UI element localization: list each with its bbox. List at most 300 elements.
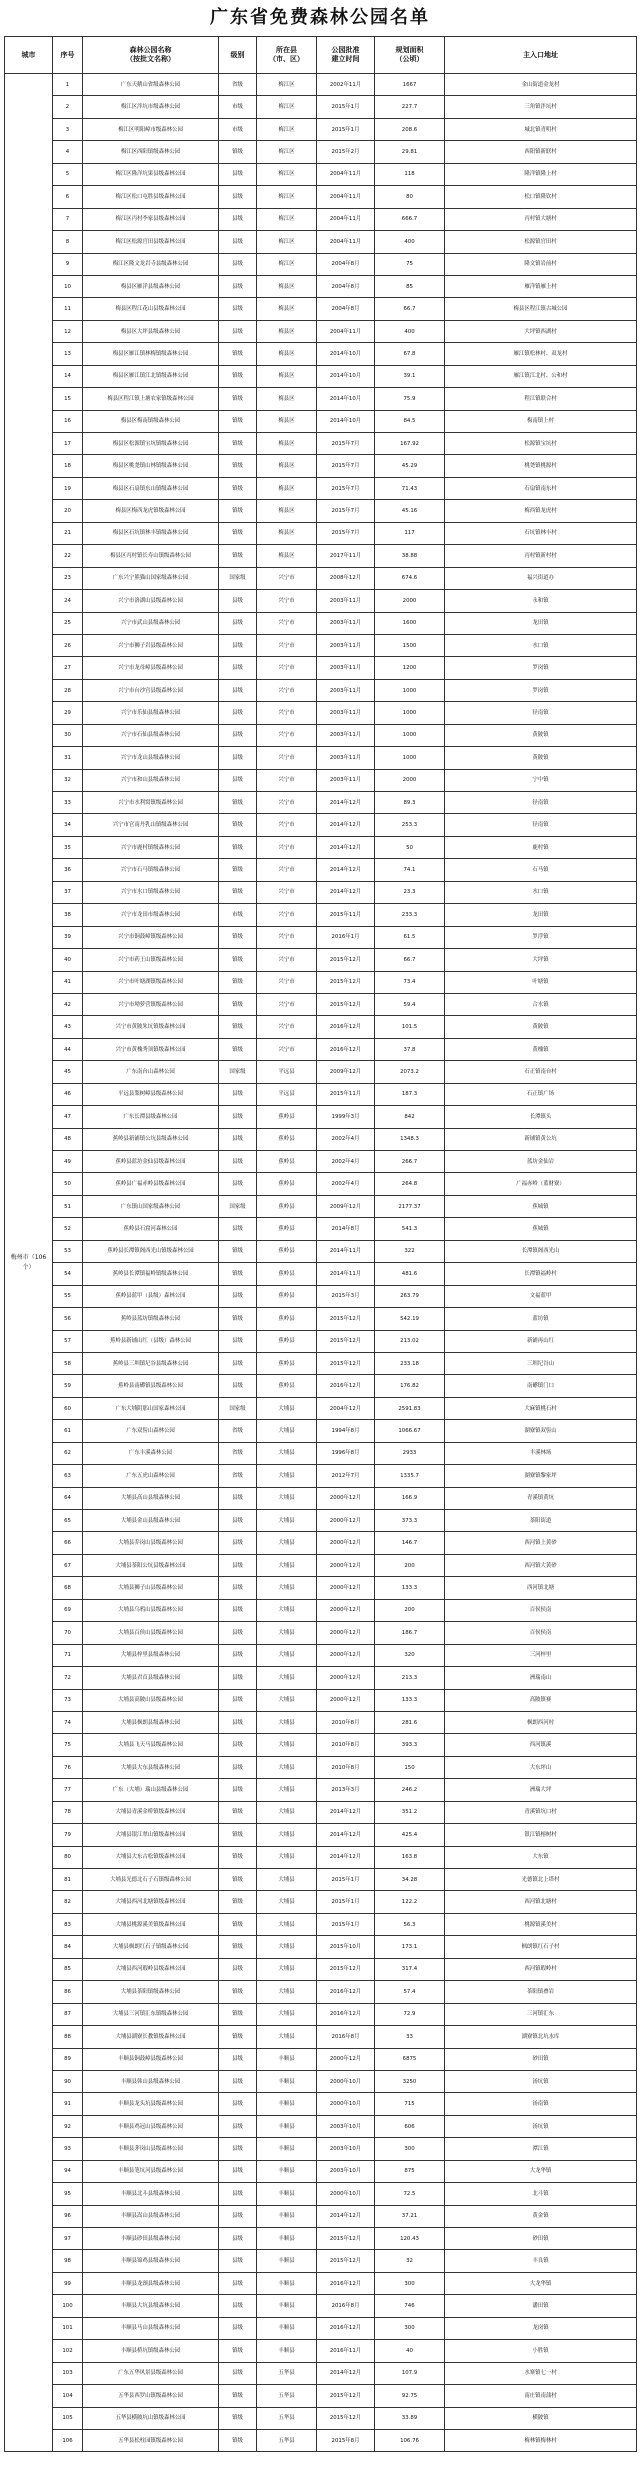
row-no: 46 <box>53 1083 83 1105</box>
row-area: 85 <box>375 275 445 297</box>
table-row <box>5 298 637 320</box>
row-level: 县级 <box>219 2160 257 2182</box>
table-row <box>5 926 637 948</box>
table-row <box>5 2340 637 2362</box>
row-county: 兴宁市 <box>257 747 317 769</box>
row-time: 2014年8月 <box>317 1218 375 1240</box>
row-time: 2015年12月 <box>317 2228 375 2250</box>
row-no: 5 <box>53 163 83 185</box>
table-row <box>5 1936 637 1958</box>
table-row <box>5 388 637 410</box>
row-addr: 径南镇 <box>445 814 637 836</box>
row-level: 县级 <box>219 1330 257 1352</box>
row-county: 大埔县 <box>257 1756 317 1778</box>
row-addr: 梅县区程江镇古城公园 <box>445 298 637 320</box>
table-row <box>5 2093 637 2115</box>
table-row <box>5 455 637 477</box>
row-time: 2016年12月 <box>317 1038 375 1060</box>
row-county: 大埔县 <box>257 1869 317 1891</box>
row-level: 县级 <box>219 2070 257 2092</box>
row-addr: 城北镇青明村 <box>445 118 637 140</box>
table-row <box>5 1308 637 1330</box>
row-county: 兴宁市 <box>257 1038 317 1060</box>
row-level: 镇级 <box>219 926 257 948</box>
row-time: 2014年12月 <box>317 814 375 836</box>
row-level: 县级 <box>219 1622 257 1644</box>
row-county: 丰顺县 <box>257 2048 317 2070</box>
row-name: 兴宁市药王山镇级森林公园 <box>83 949 219 971</box>
table-header-row <box>5 37 637 74</box>
row-time: 2003年10月 <box>317 2115 375 2137</box>
row-name: 梅江区丙村李家县级森林公园 <box>83 208 219 230</box>
row-area: 23.3 <box>375 881 445 903</box>
row-addr: 罗岗镇 <box>445 657 637 679</box>
row-time: 2000年12月 <box>317 1577 375 1599</box>
row-time: 2000年12月 <box>317 1532 375 1554</box>
table-row <box>5 1061 637 1083</box>
table-row <box>5 141 637 163</box>
row-addr: 石正镇广场 <box>445 1083 637 1105</box>
table-row <box>5 231 637 253</box>
row-name: 梅县区梅南镇级森林公园 <box>83 410 219 432</box>
row-time: 2004年12月 <box>317 1397 375 1419</box>
row-addr: 叶塘镇 <box>445 971 637 993</box>
row-level: 县级 <box>219 163 257 185</box>
row-addr: 茶阳街道 <box>445 1510 637 1532</box>
row-name: 广东丰溪森林公园 <box>83 1442 219 1464</box>
forest-park-table <box>4 36 637 2452</box>
row-name: 梅江区松源官田县级森林公园 <box>83 231 219 253</box>
row-name: 兴宁市官南丹乳山镇级森林公园 <box>83 814 219 836</box>
row-level: 县级 <box>219 2115 257 2137</box>
table-row <box>5 1577 637 1599</box>
table-row <box>5 74 637 96</box>
row-county: 大埔县 <box>257 1667 317 1689</box>
row-no: 66 <box>53 1532 83 1554</box>
row-county: 蕉岭县 <box>257 1195 317 1217</box>
row-addr: 丰良镇 <box>445 2250 637 2272</box>
row-area: 117 <box>375 522 445 544</box>
row-name: 兴宁市叶塘湖镇级森林公园 <box>83 971 219 993</box>
row-no: 101 <box>53 2317 83 2339</box>
table-row <box>5 612 637 634</box>
row-county: 兴宁市 <box>257 971 317 993</box>
row-time: 2014年12月 <box>317 881 375 903</box>
row-no: 73 <box>53 1689 83 1711</box>
row-area: 2073.2 <box>375 1061 445 1083</box>
row-addr: 洲瑞大坪 <box>445 1779 637 1801</box>
row-time: 2015年12月 <box>317 1308 375 1330</box>
header-city: 城市 <box>5 37 53 74</box>
row-no: 2 <box>53 96 83 118</box>
row-name: 大埔县西河北塘镇级森林公园 <box>83 1891 219 1913</box>
row-time: 2014年12月 <box>317 2362 375 2384</box>
row-level: 县级 <box>219 1173 257 1195</box>
row-name: 丰顺县马山县级森林公园 <box>83 2317 219 2339</box>
row-area: 33.89 <box>375 2407 445 2429</box>
row-time: 2003年11月 <box>317 679 375 701</box>
row-addr: 湖寮镇黎家坪 <box>445 1465 637 1487</box>
row-time: 2015年7月 <box>317 500 375 522</box>
table-row <box>5 1734 637 1756</box>
row-time: 2015年3月 <box>317 1285 375 1307</box>
row-addr: 梅西镇龙虎村 <box>445 500 637 522</box>
table-row <box>5 545 637 567</box>
row-no: 102 <box>53 2340 83 2362</box>
row-level: 县级 <box>219 1689 257 1711</box>
row-area: 400 <box>375 231 445 253</box>
row-county: 丰顺县 <box>257 2070 317 2092</box>
row-time: 1999年3月 <box>317 1106 375 1128</box>
table-row <box>5 1218 637 1240</box>
table-row <box>5 679 637 701</box>
row-county: 大埔县 <box>257 1891 317 1913</box>
row-time: 1996年8月 <box>317 1442 375 1464</box>
row-county: 兴宁市 <box>257 1016 317 1038</box>
row-county: 兴宁市 <box>257 679 317 701</box>
row-no: 55 <box>53 1285 83 1307</box>
row-time: 2015年12月 <box>317 949 375 971</box>
row-no: 89 <box>53 2048 83 2070</box>
row-addr: 横陂镇 <box>445 2407 637 2429</box>
row-time: 2000年12月 <box>317 1689 375 1711</box>
row-level: 镇级 <box>219 1913 257 1935</box>
row-time: 2014年12月 <box>317 792 375 814</box>
row-name: 梅县区雁洋县级森林公园 <box>83 275 219 297</box>
row-no: 99 <box>53 2272 83 2294</box>
row-no: 6 <box>53 186 83 208</box>
row-name: 大埔县梓里县级森林公园 <box>83 1644 219 1666</box>
row-time: 2000年12月 <box>317 1487 375 1509</box>
row-addr: 石扇镇南东村 <box>445 477 637 499</box>
row-addr: 汤南镇 <box>445 2093 637 2115</box>
row-no: 92 <box>53 2115 83 2137</box>
row-time: 2013年3月 <box>317 1779 375 1801</box>
header-addr: 主入口地址 <box>445 37 637 74</box>
row-name: 大埔县乔岗山县级森林公园 <box>83 1532 219 1554</box>
row-no: 24 <box>53 590 83 612</box>
row-level: 县级 <box>219 1711 257 1733</box>
row-area: 666.7 <box>375 208 445 230</box>
row-name: 五华县松柱园镇级森林公园 <box>83 2429 219 2451</box>
row-no: 39 <box>53 926 83 948</box>
row-county: 兴宁市 <box>257 926 317 948</box>
row-county: 蕉岭县 <box>257 1352 317 1374</box>
row-area: 3250 <box>375 2070 445 2092</box>
row-no: 97 <box>53 2228 83 2250</box>
row-area: 300 <box>375 2317 445 2339</box>
row-level: 县级 <box>219 747 257 769</box>
table-row <box>5 477 637 499</box>
row-addr: 西河镇北塘村 <box>445 1891 637 1913</box>
row-area: 542.19 <box>375 1308 445 1330</box>
table-row <box>5 1106 637 1128</box>
row-name: 兴宁市龙田市级森林公园 <box>83 904 219 926</box>
table-row <box>5 1599 637 1621</box>
row-addr: 洲瑞南山 <box>445 1667 637 1689</box>
row-county: 梅县区 <box>257 320 317 342</box>
row-county: 大埔县 <box>257 1442 317 1464</box>
row-county: 蕉岭县 <box>257 1173 317 1195</box>
row-time: 2015年12月 <box>317 2385 375 2407</box>
row-level: 县级 <box>219 275 257 297</box>
row-time: 2008年12月 <box>317 567 375 589</box>
row-area: 56.3 <box>375 1913 445 1935</box>
row-level: 县级 <box>219 2317 257 2339</box>
row-addr: 砂田镇 <box>445 2228 637 2250</box>
row-county: 大埔县 <box>257 2026 317 2048</box>
row-county: 蕉岭县 <box>257 1240 317 1262</box>
row-area: 1000 <box>375 724 445 746</box>
row-area: 72.9 <box>375 2003 445 2025</box>
row-level: 县级 <box>219 2138 257 2160</box>
row-name: 兴宁市狮子岩县级森林公园 <box>83 634 219 656</box>
row-addr: 雁江镇松林村、双龙村 <box>445 343 637 365</box>
row-name: 大埔县飞天马县级森林公园 <box>83 1734 219 1756</box>
row-time: 2002年11月 <box>317 74 375 96</box>
row-level: 镇级 <box>219 1240 257 1262</box>
row-county: 丰顺县 <box>257 2115 317 2137</box>
table-row <box>5 657 637 679</box>
row-no: 91 <box>53 2093 83 2115</box>
row-time: 2003年11月 <box>317 590 375 612</box>
row-name: 大埔县金山县级森林公园 <box>83 1510 219 1532</box>
row-time: 2016年12月 <box>317 2003 375 2025</box>
row-addr: 黄陂镇 <box>445 724 637 746</box>
row-name: 大埔县百侯山县级森林公园 <box>83 1622 219 1644</box>
row-addr: 合水镇 <box>445 993 637 1015</box>
row-addr: 径南镇 <box>445 702 637 724</box>
row-addr: 三角镇泮坑村 <box>445 96 637 118</box>
row-name: 梅县区松源镇宝坑镇级森林公园 <box>83 433 219 455</box>
row-level: 县级 <box>219 1734 257 1756</box>
row-time: 2010年8月 <box>317 1734 375 1756</box>
row-county: 蕉岭县 <box>257 1285 317 1307</box>
row-name: 广东南台山森林公园 <box>83 1061 219 1083</box>
row-addr: 永和镇 <box>445 590 637 612</box>
row-name: 大埔县枫朗红石子镇级森林公园 <box>83 1936 219 1958</box>
row-area: 2591.83 <box>375 1397 445 1419</box>
row-time: 2010年8月 <box>317 1711 375 1733</box>
row-no: 80 <box>53 1846 83 1868</box>
row-level: 国家级 <box>219 567 257 589</box>
row-county: 梅江区 <box>257 208 317 230</box>
row-county: 梅县区 <box>257 343 317 365</box>
row-no: 14 <box>53 365 83 387</box>
row-area: 176.82 <box>375 1375 445 1397</box>
row-no: 71 <box>53 1644 83 1666</box>
row-county: 大埔县 <box>257 1689 317 1711</box>
row-county: 兴宁市 <box>257 769 317 791</box>
row-name: 大埔县三河镇汇东镇级森林公园 <box>83 2003 219 2025</box>
row-level: 省级 <box>219 1420 257 1442</box>
row-county: 梅江区 <box>257 163 317 185</box>
row-county: 蕉岭县 <box>257 1151 317 1173</box>
row-level: 镇级 <box>219 365 257 387</box>
row-county: 大埔县 <box>257 1487 317 1509</box>
table-row <box>5 275 637 297</box>
row-addr: 隆洋镇隆上村 <box>445 163 637 185</box>
row-area: 38.88 <box>375 545 445 567</box>
table-row <box>5 522 637 544</box>
row-area: 40 <box>375 2340 445 2362</box>
row-area: 186.7 <box>375 1622 445 1644</box>
row-time: 2015年1月 <box>317 1869 375 1891</box>
row-no: 81 <box>53 1869 83 1891</box>
row-area: 45.29 <box>375 455 445 477</box>
row-name: 蕉岭县蓝坊镇级森林公园 <box>83 1308 219 1330</box>
row-level: 县级 <box>219 2183 257 2205</box>
row-name: 蕉岭县长潭镇福岭镇级森林公园 <box>83 1263 219 1285</box>
row-name: 梅县区石坑镇林丰镇级森林公园 <box>83 522 219 544</box>
row-name: 广东镇山国家级森林公园 <box>83 1195 219 1217</box>
row-no: 18 <box>53 455 83 477</box>
row-addr: 长潭镇头 <box>445 1106 637 1128</box>
row-area: 263.79 <box>375 1285 445 1307</box>
row-level: 镇级 <box>219 455 257 477</box>
row-level: 县级 <box>219 1083 257 1105</box>
row-name: 大埔县高陂山县级森林公园 <box>83 1689 219 1711</box>
row-addr: 黄金镇 <box>445 2205 637 2227</box>
row-no: 7 <box>53 208 83 230</box>
row-county: 兴宁市 <box>257 993 317 1015</box>
row-time: 2017年11月 <box>317 545 375 567</box>
row-time: 2004年11月 <box>317 320 375 342</box>
row-level: 县级 <box>219 769 257 791</box>
row-county: 梅县区 <box>257 477 317 499</box>
row-addr: 罗岗镇 <box>445 679 637 701</box>
row-county: 梅江区 <box>257 74 317 96</box>
table-row <box>5 2295 637 2317</box>
row-level: 县级 <box>219 1510 257 1532</box>
row-level: 县级 <box>219 1128 257 1150</box>
row-level: 镇级 <box>219 2003 257 2025</box>
table-row <box>5 1532 637 1554</box>
row-no: 25 <box>53 612 83 634</box>
row-addr: 北斗镇 <box>445 2183 637 2205</box>
row-area: 6875 <box>375 2048 445 2070</box>
row-name: 丰顺县铜鼓嶂县级森林公园 <box>83 2048 219 2070</box>
row-no: 13 <box>53 343 83 365</box>
row-no: 77 <box>53 1779 83 1801</box>
row-area: 66.7 <box>375 298 445 320</box>
row-addr: 雁江镇江北村、公和村 <box>445 365 637 387</box>
row-area: 61.5 <box>375 926 445 948</box>
row-area: 71.43 <box>375 477 445 499</box>
row-area: 213.02 <box>375 1330 445 1352</box>
row-no: 62 <box>53 1442 83 1464</box>
row-county: 梅江区 <box>257 186 317 208</box>
table-row <box>5 1263 637 1285</box>
table-row <box>5 859 637 881</box>
row-area: 300 <box>375 2272 445 2294</box>
row-county: 平远县 <box>257 1061 317 1083</box>
table-row <box>5 1510 637 1532</box>
row-name: 梅县区雁江镇林梅镇级森林公园 <box>83 343 219 365</box>
row-name: 兴宁市坳萝营镇级森林公园 <box>83 993 219 1015</box>
row-area: 187.3 <box>375 1083 445 1105</box>
row-county: 兴宁市 <box>257 567 317 589</box>
table-row <box>5 1622 637 1644</box>
row-level: 县级 <box>219 657 257 679</box>
row-county: 丰顺县 <box>257 2228 317 2250</box>
row-time: 2012年7月 <box>317 1465 375 1487</box>
row-time: 2014年10月 <box>317 388 375 410</box>
row-county: 梅县区 <box>257 545 317 567</box>
row-name: 大埔县银江翠山镇级森林公园 <box>83 1824 219 1846</box>
row-county: 大埔县 <box>257 1824 317 1846</box>
row-addr: 大龙华镇 <box>445 2272 637 2294</box>
row-area: 73.4 <box>375 971 445 993</box>
row-level: 县级 <box>219 231 257 253</box>
row-no: 35 <box>53 836 83 858</box>
row-addr: 潘田镇 <box>445 2295 637 2317</box>
row-no: 61 <box>53 1420 83 1442</box>
row-level: 镇级 <box>219 1981 257 2003</box>
row-county: 丰顺县 <box>257 2138 317 2160</box>
row-level: 镇级 <box>219 2026 257 2048</box>
row-no: 100 <box>53 2295 83 2317</box>
row-name: 丰顺县锦鸡县级森林公园 <box>83 2250 219 2272</box>
page-title: 广东省免费森林公园名单 <box>210 7 430 28</box>
row-addr: 新铺再山红 <box>445 1330 637 1352</box>
row-level: 镇级 <box>219 433 257 455</box>
row-level: 镇级 <box>219 1846 257 1868</box>
row-level: 县级 <box>219 2228 257 2250</box>
row-level: 镇级 <box>219 477 257 499</box>
table-row <box>5 163 637 185</box>
row-area: 50 <box>375 836 445 858</box>
row-time: 2004年11月 <box>317 186 375 208</box>
table-row <box>5 410 637 432</box>
row-area: 37.8 <box>375 1038 445 1060</box>
row-level: 镇级 <box>219 545 257 567</box>
row-name: 梅江区隆文龙岩寺县级森林公园 <box>83 253 219 275</box>
row-no: 28 <box>53 679 83 701</box>
row-name: 梅江区松口屯胜县级森林公园 <box>83 186 219 208</box>
row-county: 梅县区 <box>257 410 317 432</box>
table-row <box>5 1397 637 1419</box>
row-no: 86 <box>53 1981 83 2003</box>
row-level: 镇级 <box>219 836 257 858</box>
row-addr: 梅林镇梅林村 <box>445 2429 637 2451</box>
row-area: 32 <box>375 2250 445 2272</box>
row-area: 200 <box>375 1599 445 1621</box>
row-addr: 枫朗西河村 <box>445 1711 637 1733</box>
row-level: 镇级 <box>219 410 257 432</box>
table-row <box>5 320 637 342</box>
row-area: 150 <box>375 1756 445 1778</box>
row-name: 广东兴宁熊猫山国家级森林公园 <box>83 567 219 589</box>
table-row <box>5 724 637 746</box>
row-addr: 南庄镇南蒲村 <box>445 2385 637 2407</box>
row-name: 丰顺县砂田县级森林公园 <box>83 2228 219 2250</box>
row-level: 县级 <box>219 1599 257 1621</box>
row-name: 五华县横陂坑山镇级森林公园 <box>83 2407 219 2429</box>
row-addr: 隆文镇岩前村 <box>445 253 637 275</box>
row-no: 93 <box>53 2138 83 2160</box>
row-name: 大埔县大东古松镇级森林公园 <box>83 1846 219 1868</box>
row-addr: 黄槐镇 <box>445 1038 637 1060</box>
table-row <box>5 904 637 926</box>
row-county: 兴宁市 <box>257 949 317 971</box>
table-row <box>5 2115 637 2137</box>
row-no: 54 <box>53 1263 83 1285</box>
table-row <box>5 1644 637 1666</box>
row-area: 481.6 <box>375 1263 445 1285</box>
row-no: 40 <box>53 949 83 971</box>
row-county: 大埔县 <box>257 1532 317 1554</box>
